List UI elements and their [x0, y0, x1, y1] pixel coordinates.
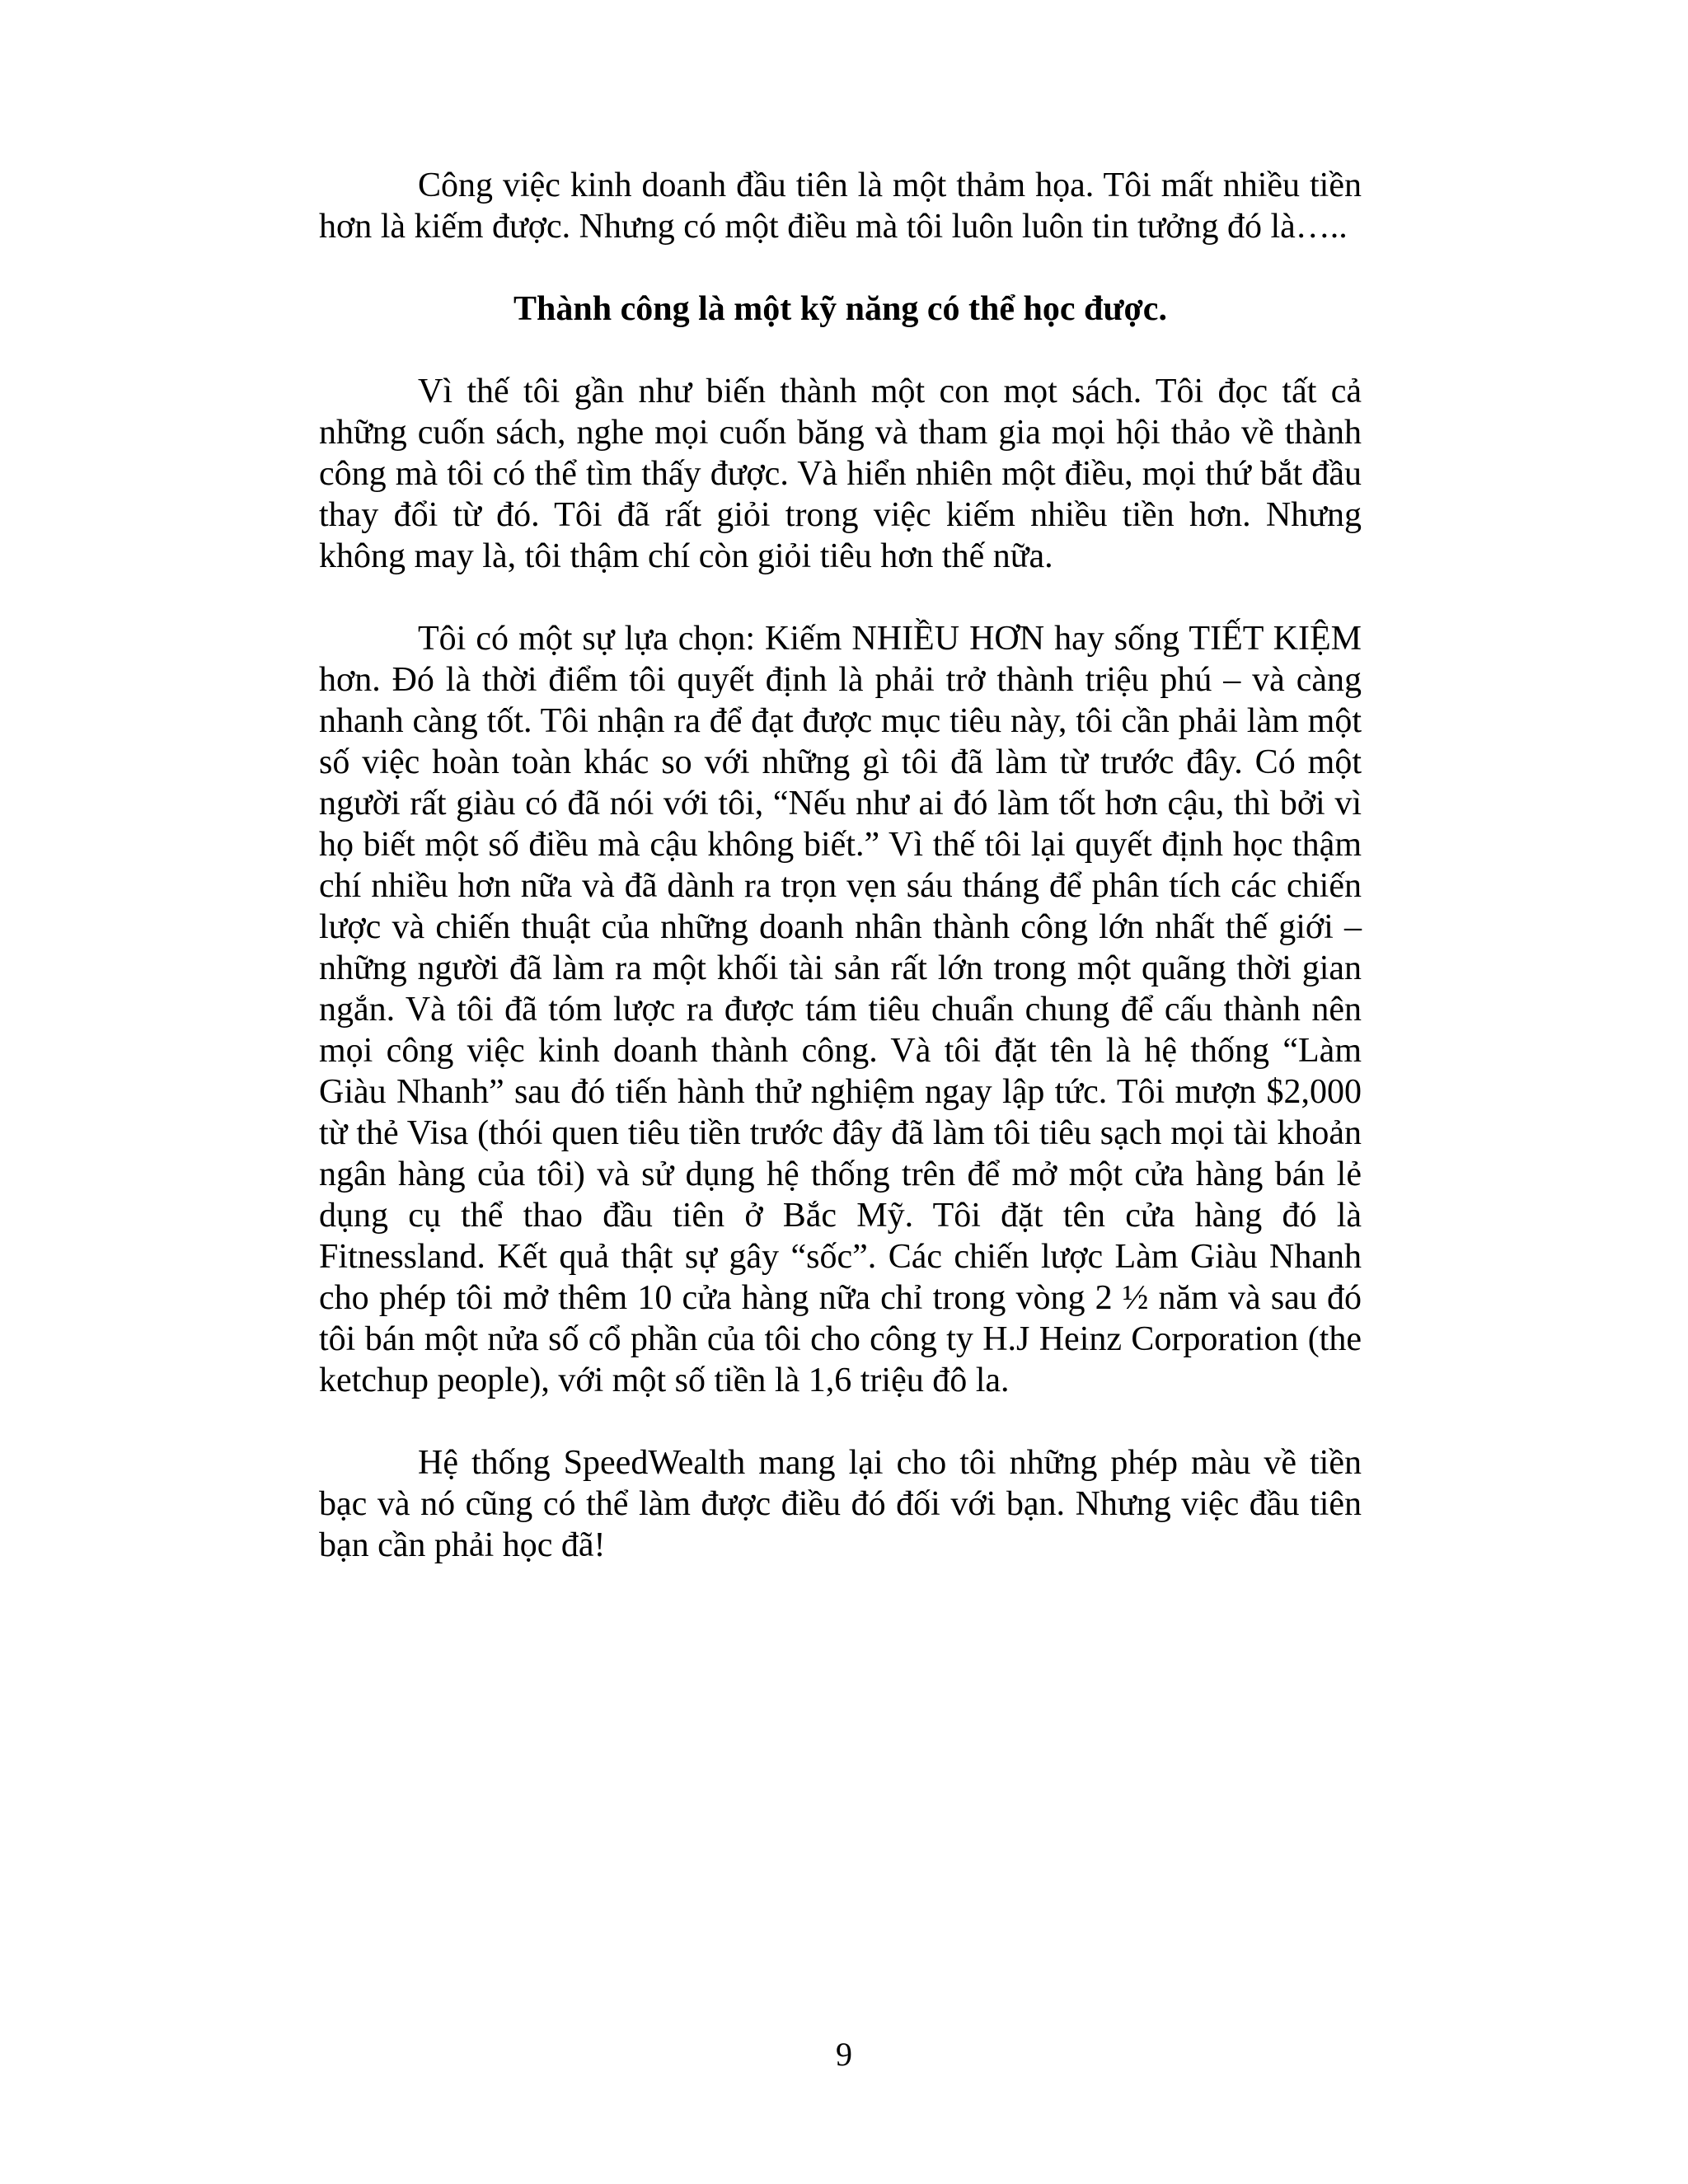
section-heading: Thành công là một kỹ năng có thể học được.	[513, 290, 1167, 328]
paragraph-choice: Tôi có một sự lựa chọn: Kiếm NHIỀU HƠN hay sống TIẾT KIỆM hơn. Đó là thời điểm tôi quyết định là phải trở thành triệu phú – và càng nhanh càng tốt. Tôi nhận ra để đạt được mục tiêu này, tôi cần phải làm một số việc hoàn toàn khác so với những gì tôi đã làm từ trước đây. Có một người rất giàu có đã nói với tôi, “Nếu như ai đó làm tốt hơn cậu, thì bởi vì họ biết một số điều mà cậu không biết.” Vì thế tôi lại quyết định học thậm chí nhiều hơn nữa và đã dành ra trọn vẹn sáu tháng để phân tích các chiến lược và chiến thuật của những doanh nhân thành công lớn nhất thế giới – những người đã làm ra một khối tài sản rất lớn trong một quãng thời gian ngắn. Và tôi đã tóm lược ra được tám tiêu chuẩn chung để cấu thành nên mọi công việc kinh doanh thành công. Và tôi đặt tên là hệ thống “Làm Giàu Nhanh” sau đó tiến hành thử nghiệm ngay lập tức. Tôi mượn $2,000 từ thẻ Visa (thói quen tiêu tiền trước đây đã làm tôi tiêu sạch mọi tài khoản ngân hàng của tôi) và sử dụng hệ thống trên để mở một cửa hàng bán lẻ dụng cụ thể thao đầu tiên ở Bắc Mỹ. Tôi đặt tên cửa hàng đó là Fitnessland. Kết quả thật sự gây “sốc”. Các chiến lược Làm Giàu Nhanh cho phép tôi mở thêm 10 cửa hàng nữa chỉ trong vòng 2 ½ năm và sau đó tôi bán một nửa số cổ phần của tôi cho công ty H.J Heinz Corporation (the ketchup people), với một số tiền là 1,6 triệu đô la.	[319, 620, 1362, 1399]
page-body	[319, 165, 1362, 1607]
paragraph-speedwealth: Hệ thống SpeedWealth mang lại cho tôi những phép màu về tiền bạc và nó cũng có thể làm được điều đó đối với bạn. Nhưng việc đầu tiên bạn cần phải học đã!	[319, 1444, 1362, 1564]
page-number: 9	[836, 2036, 852, 2073]
paragraph-bookworm: Vì thế tôi gần như biến thành một con mọt sách. Tôi đọc tất cả những cuốn sách, nghe mọi cuốn băng và tham gia mọi hội thảo về thành công mà tôi có thể tìm thấy được. Và hiển nhiên một điều, mọi thứ bắt đầu thay đổi từ đó. Tôi đã rất giỏi trong việc kiếm nhiều tiền hơn. Nhưng không may là, tôi thậm chí còn giỏi tiêu hơn thế nữa.	[319, 373, 1362, 575]
paragraph-first-business: Công việc kinh doanh đầu tiên là một thảm họa. Tôi mất nhiều tiền hơn là kiếm được. Nhưng có một điều mà tôi luôn luôn tin tưởng đó là…..	[319, 166, 1362, 246]
